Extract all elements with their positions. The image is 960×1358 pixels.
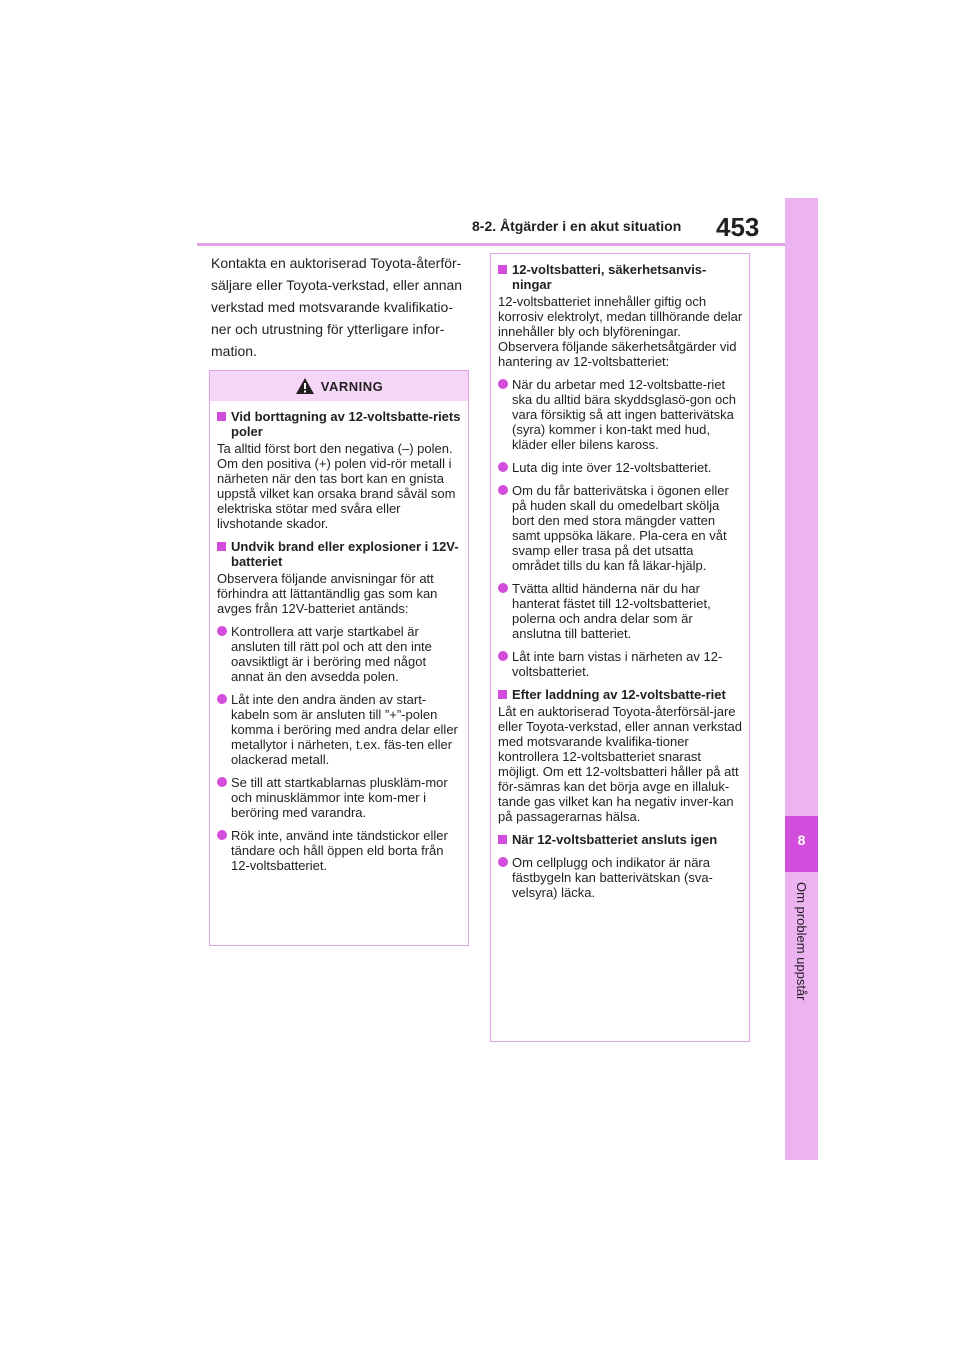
square-bullet (217, 412, 226, 421)
safety-content (491, 254, 749, 900)
warning-triangle-icon (295, 377, 315, 395)
heading-text: Undvik brand eller explosioner i 12V-batteriet (231, 539, 459, 569)
safety-section2-heading (498, 687, 743, 702)
chapter-number: 8 (797, 832, 806, 848)
list-item (217, 828, 462, 873)
list-item-text: Låt inte barn vistas i närheten av 12-voltsbatteriet. (512, 649, 723, 679)
list-item-text: Kontrollera att varje startkabel är ansluten till rätt pol och att den inte oavsiktligt är i beröring med något annat än den avsedda polen. (231, 624, 432, 684)
circle-bullet (498, 857, 508, 867)
safety-box (490, 253, 750, 1042)
chapter-title (785, 882, 818, 1032)
list-item-text: Se till att startkablarnas pluskläm-mor och minusklämmor inte kom-mer i beröring med varandra. (231, 775, 448, 820)
list-item (498, 377, 743, 452)
square-bullet (217, 542, 226, 551)
warning-header (210, 371, 468, 401)
circle-bullet (217, 694, 227, 704)
section-header: 8-2. Åtgärder i en akut situation (472, 218, 682, 234)
circle-bullet (498, 583, 508, 593)
heading-text: 12-voltsbatteri, säkerhetsanvis-ningar (512, 262, 707, 292)
warning-content (210, 401, 468, 873)
list-item (217, 692, 462, 767)
circle-bullet (217, 830, 227, 840)
circle-bullet (498, 651, 508, 661)
warning-section2-heading (217, 539, 462, 569)
list-item-text: När du arbetar med 12-voltsbatte-riet ska du alltid bära skyddsglasö-gon och vara försiktig så att ingen batterivätska (syra) kommer i kon-takt med hud, kläder eller bilens kaross. (512, 377, 737, 452)
safety-section1-heading (498, 262, 743, 292)
list-item-text: Rök inte, använd inte tändstickor eller tändare och håll öppen eld borta från 12-voltsbatteriet. (231, 828, 448, 873)
circle-bullet (498, 462, 508, 472)
safety-section2-text: Låt en auktoriserad Toyota-återförsäl-jare eller Toyota-verkstad, eller annan verkstad med motsvarande kvalifika-tioner kontrollera 12-voltsbatteriet snarast möjligt. Om ett 12-voltsbatteri håller på att för-sämras kan det börja avge en illaluk-tande gas vilket kan ha negativ inver-kan på passagerarnas hälsa. (498, 704, 742, 824)
circle-bullet (217, 626, 227, 636)
square-bullet (498, 835, 507, 844)
circle-bullet (498, 485, 508, 495)
warning-section1-heading (217, 409, 462, 439)
warning-section1-text: Ta alltid först bort den negativa (–) polen. Om den positiva (+) polen vid-rör metall i närheten när den tas bort kan en gnista uppstå vilket kan orsaka brand såväl som elektriska stötar med svåra eller livshotande skador. (217, 441, 456, 531)
safety-section3-heading (498, 832, 743, 847)
list-item-text: Om du får batterivätska i ögonen eller på huden skall du omedelbart skölja bort den med stora mängder vatten samt uppsöka läkare. Pla-cera en våt svamp eller trasa på det utsatta området tills du kan få läkar-hjälp. (512, 483, 729, 573)
intro-paragraph: Kontakta en auktoriserad Toyota-återför-säljare eller Toyota-verkstad, eller annan verkstad med motsvarande kvalifikatio-ner och utrustning för ytterligare infor-mation. (211, 255, 463, 359)
list-item (217, 624, 462, 684)
safety-section1-text: 12-voltsbatteriet innehåller giftig och korrosiv elektrolyt, medan tillhörande delar innehåller bly och blyföreningar. Observera följande säkerhetsåtgärder vid hantering av 12-voltsbatteriet: (498, 294, 743, 369)
warning-section2-text: Observera följande anvisningar för att förhindra att lättantändlig gas som kan avges från 12V-batteriet antänds: (217, 571, 438, 616)
list-item-text: Tvätta alltid händerna när du har hanterat fästet till 12-voltsbatteriet, polerna och andra delar som är anslutna till batteriet. (512, 581, 711, 641)
page-number: 453 (716, 212, 760, 242)
list-item (498, 649, 743, 679)
square-bullet (498, 690, 507, 699)
square-bullet (498, 265, 507, 274)
heading-text: Efter laddning av 12-voltsbatte-riet (512, 687, 726, 702)
list-item-text: Luta dig inte över 12-voltsbatteriet. (512, 460, 712, 475)
list-item-text: Låt inte den andra änden av start-kabeln som är ansluten till ”+”-polen komma i beröring med andra delar eller metallytor i närheten, t.ex. fäs-ten eller olackerad metall. (231, 692, 458, 767)
circle-bullet (217, 777, 227, 787)
warning-box (209, 370, 469, 946)
list-item (498, 855, 743, 900)
heading-text: När 12-voltsbatteriet ansluts igen (512, 832, 718, 847)
list-item (498, 483, 743, 573)
list-item (498, 460, 743, 475)
list-item (498, 581, 743, 641)
list-item (217, 775, 462, 820)
circle-bullet (498, 379, 508, 389)
heading-text: Vid borttagning av 12-voltsbatte-riets poler (231, 409, 461, 439)
warning-title: VARNING (320, 378, 384, 394)
chapter-title-text: Om problem uppstår (794, 882, 809, 1001)
header-rule (197, 243, 785, 246)
list-item-text: Om cellplugg och indikator är nära fästbygeln kan batterivätskan (sva-velsyra) läcka. (512, 855, 713, 900)
